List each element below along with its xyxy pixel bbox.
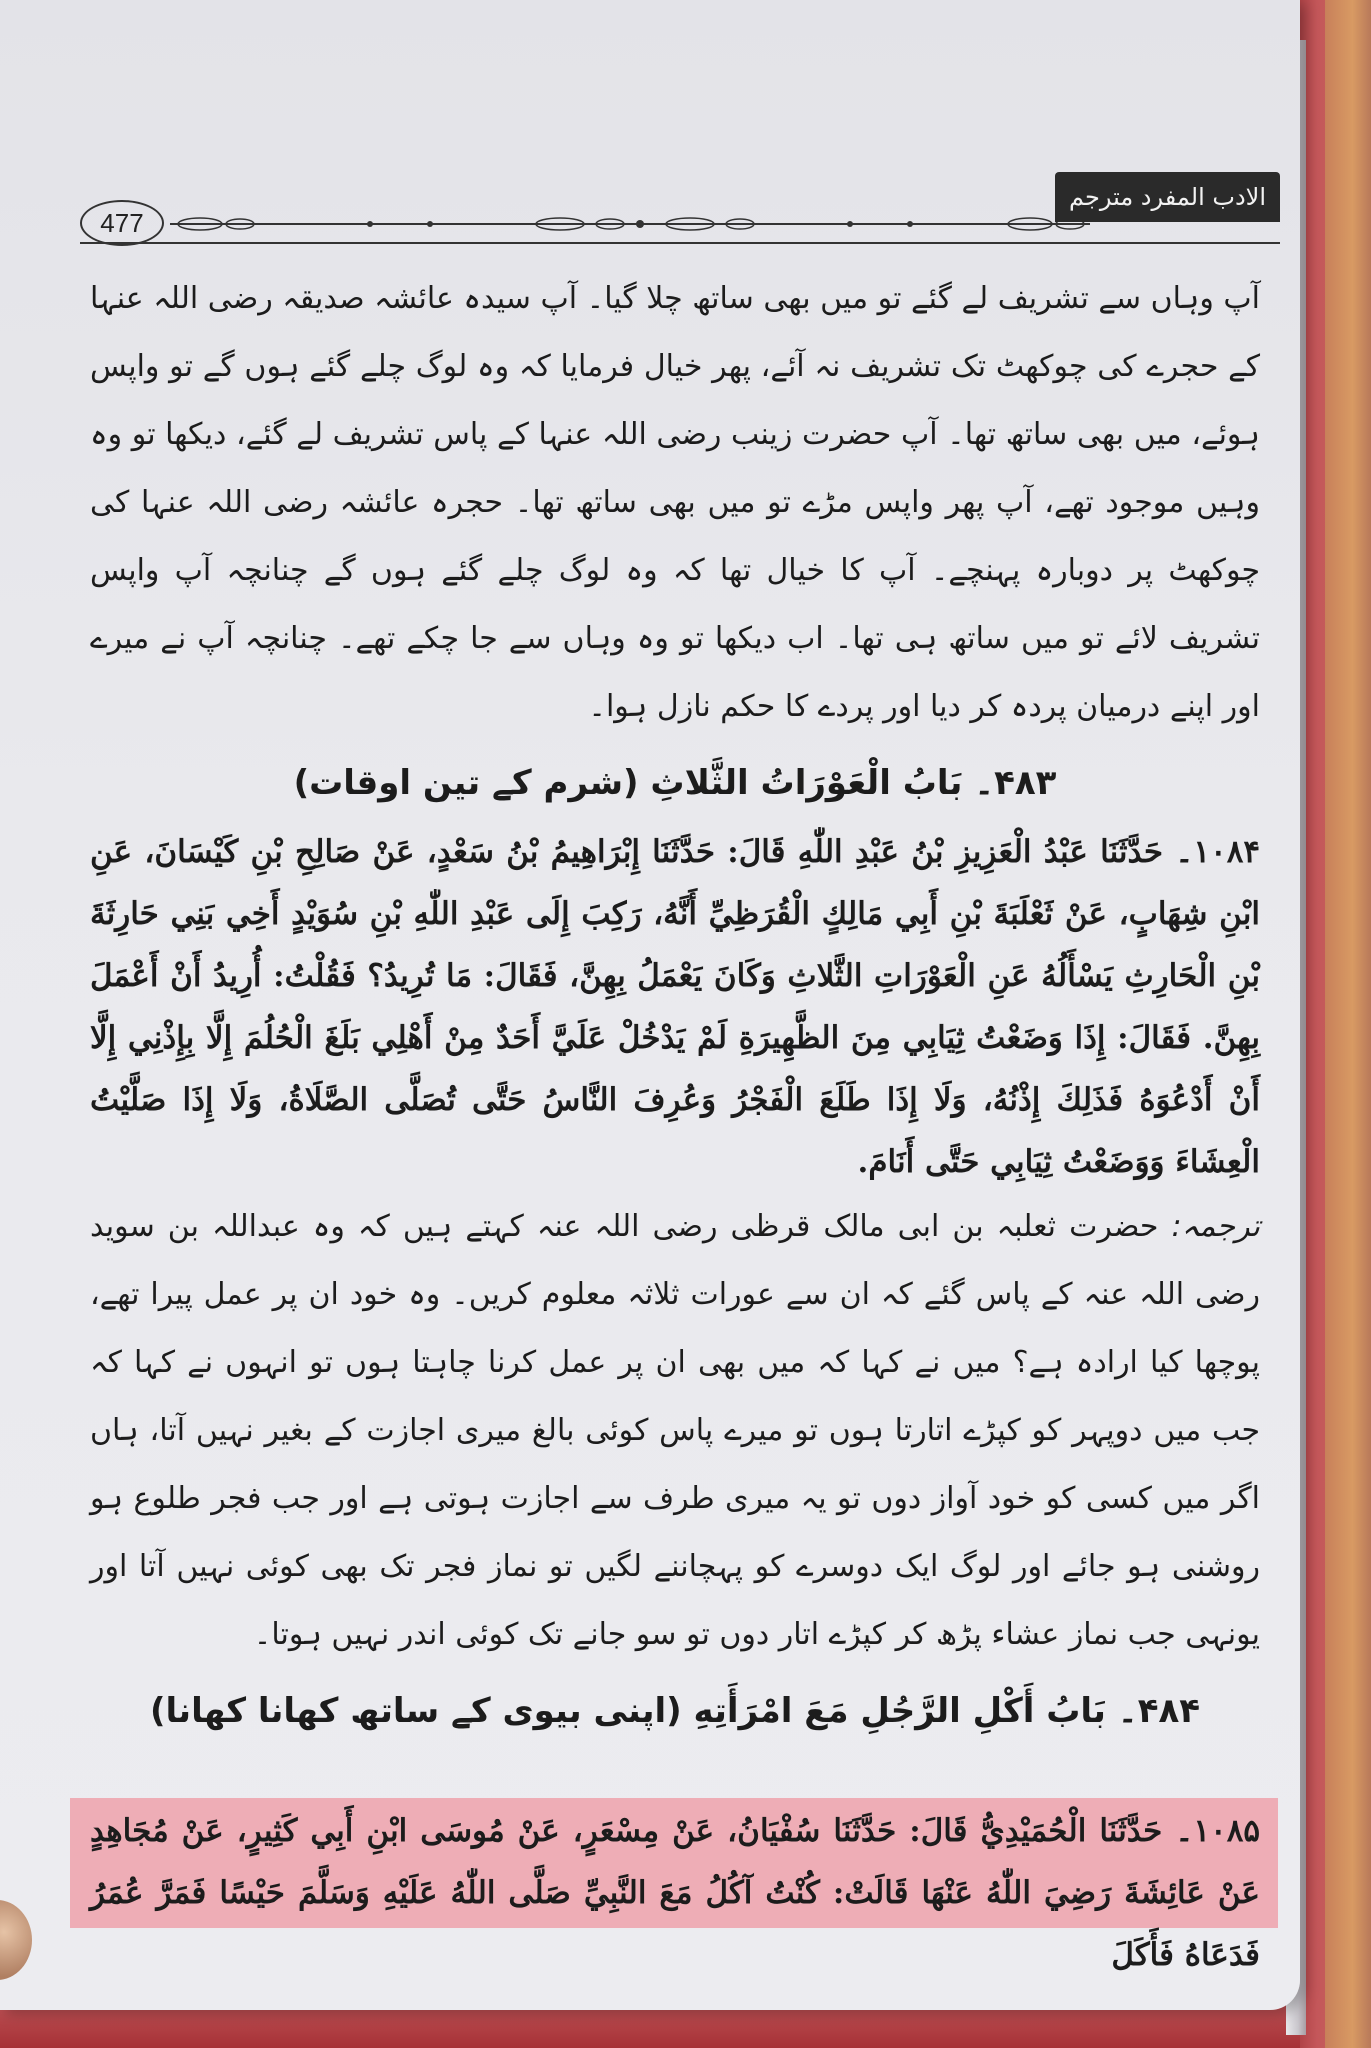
header-rule	[80, 242, 1280, 244]
chapter-heading-483: ۴۸۳۔ بَابُ الْعَوْرَاتُ الثَّلاثِ (شرم کے تین اوقات)	[293, 763, 1057, 803]
hadith-translation-1084	[90, 1193, 1260, 1669]
paragraph-continuation: آپ وہاں سے تشریف لے گئے تو میں بھی ساتھ چلا گیا۔ آپ سیدہ عائشہ صدیقہ رضی اللہ عنہا کے حجرے کی چوکھٹ تک تشریف نہ آئے، پھر خیال فرمایا کہ وہ لوگ چلے گئے ہوں گے تو واپس ہوئے، میں بھی ساتھ تھا۔ آپ حضرت زینب رضی اللہ عنہا کے پاس تشریف لے گئے، دیکھا تو وہ وہیں موجود تھے، آپ پھر واپس مڑے تو میں بھی ساتھ تھا۔ حجرہ عائشہ رضی اللہ عنہا کی چوکھٹ پر دوبارہ پہنچے۔ آپ کا خیال تھا کہ وہ لوگ چلے گئے ہوں گے چنانچہ آپ واپس تشریف لائے تو میں ساتھ ہی تھا۔ اب دیکھا تو وہ وہاں سے جا چکے تھے۔ چنانچہ آپ نے میرے اور اپنے درمیان پردہ کر دیا اور پردے کا حکم نازل ہوا۔	[90, 281, 1260, 724]
page-number: 477	[80, 200, 164, 246]
chapter-heading-484: ۴۸۴۔ بَابُ أَكْلِ الرَّجُلِ مَعَ امْرَأَتِهِ (اپنی بیوی کے ساتھ کھانا کھانا)	[150, 1691, 1200, 1731]
translation-label: ترجمہ:	[1171, 1209, 1260, 1244]
page-header	[80, 160, 1280, 240]
running-title: الادب المفرد مترجم	[1055, 172, 1280, 222]
hadith-arabic-1084: ۱۰۸۴۔ حَدَّثَنَا عَبْدُ الْعَزِيزِ بْنُ عَبْدِ اللّٰهِ قَالَ: حَدَّثَنَا إِبْرَاهِيمُ بْنُ سَعْدٍ، عَنْ صَالِحِ بْنِ كَيْسَانَ، عَنِ ابْنِ شِهَابٍ، عَنْ ثَعْلَبَةَ بْنِ أَبِي مَالِكٍ الْقُرَظِيِّ أَنَّهُ، رَكِبَ إِلَى عَبْدِ اللّٰهِ بْنِ سُوَيْدٍ أَخِي بَنِي حَارِثَةَ بْنِ الْحَارِثِ يَسْأَلُهُ عَنِ الْعَوْرَاتِ الثَّلاثِ وَكَانَ يَعْمَلُ بِهِنَّ، فَقَالَ: مَا تُرِيدُ؟ فَقُلْتُ: أُرِيدُ أَنْ أَعْمَلَ بِهِنَّ. فَقَالَ: إِذَا وَضَعْتُ ثِيَابِي مِنَ الظَّهِيرَةِ لَمْ يَدْخُلْ عَلَيَّ أَحَدٌ مِنْ أَهْلِي بَلَغَ الْحُلُمَ إِلَّا بِإِذْنِي إِلَّا أَنْ أَدْعُوَهُ فَذَلِكَ إِذْنُهُ، وَلَا إِذَا طَلَعَ الْفَجْرُ وَعُرِفَ النَّاسُ حَتَّى تُصَلَّى الصَّلَاةُ، وَلَا إِذَا صَلَّيْتُ الْعِشَاءَ وَوَضَعْتُ ثِيَابِي حَتَّى أَنَامَ.	[90, 834, 1260, 1180]
highlighted-hadith	[90, 1800, 1260, 1986]
page-body	[90, 265, 1260, 1749]
translation-text: حضرت ثعلبہ بن ابی مالک قرظی رضی اللہ عنہ کہتے ہیں کہ وہ عبداللہ بن سوید رضی اللہ عنہ کے پاس گئے کہ ان سے عورات ثلاثہ معلوم کریں۔ وہ خود ان پر عمل پیرا تھے، پوچھا کیا ارادہ ہے؟ میں نے کہا کہ میں بھی ان پر عمل کرنا چاہتا ہوں تو انہوں نے کہا کہ جب میں دوپہر کو کپڑے اتارتا ہوں تو میرے پاس کوئی بالغ میری اجازت کے بغیر نہیں آتا، ہاں اگر میں کسی کو خود آواز دوں تو یہ میری طرف سے اجازت ہوتی ہے اور جب فجر طلوع ہو روشنی ہو جائے اور لوگ ایک دوسرے کو پہچاننے لگیں تو نماز فجر تک بھی کوئی نہیں آتا اور یونہی جب نماز عشاء پڑھ کر کپڑے اتار دوں تو سو جانے تک کوئی اندر نہیں ہوتا۔	[90, 1209, 1260, 1652]
header-ornament-icon	[170, 216, 1090, 230]
hadith-arabic-1085: ۱۰۸۵۔ حَدَّثَنَا الْحُمَيْدِيُّ قَالَ: حَدَّثَنَا سُفْيَانُ، عَنْ مِسْعَرٍ، عَنْ مُوسَى ابْنِ أَبِي كَثِيرٍ، عَنْ مُجَاهِدٍ عَنْ عَائِشَةَ رَضِيَ اللّٰهُ عَنْهَا قَالَتْ: كُنْتُ آكُلُ مَعَ النَّبِيِّ صَلَّى اللّٰهُ عَلَيْهِ وَسَلَّمَ حَيْسًا فَمَرَّ عُمَرُ فَدَعَاهُ فَأَكَلَ	[90, 1813, 1260, 1973]
